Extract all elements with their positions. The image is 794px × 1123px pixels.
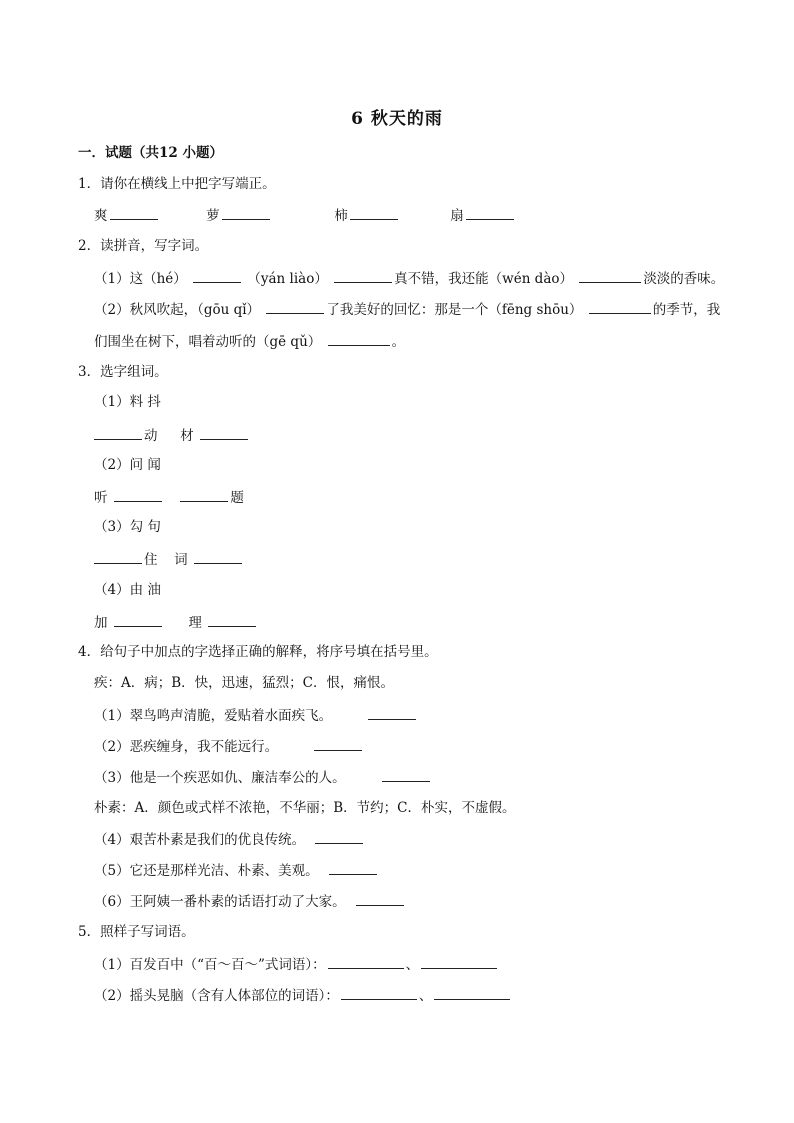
q3-stem: 3．选字组词。 xyxy=(78,364,168,380)
q4-sentence-3: （3）他是一个疾恶如仇、廉洁奉公的人。 xyxy=(94,767,432,787)
q3-g2-blank-1[interactable] xyxy=(114,487,162,502)
q4-sentence-1: （1）翠鸟鸣声清脆，爱贴着水面疾飞。 xyxy=(94,705,418,725)
q4-stem: 4．给句子中加点的字选择正确的解释，将序号填在括号里。 xyxy=(78,644,438,660)
q2-p1-b: （yán liào） xyxy=(247,271,328,287)
q4-blank-5[interactable] xyxy=(329,860,377,875)
page-title: 6 秋天的雨 xyxy=(351,109,443,129)
q3-g2-word-2: 题 xyxy=(230,490,244,506)
q4-sentence-5: （5）它还是那样光洁、朴素、美观。 xyxy=(94,860,379,880)
q3-g2-blank-2[interactable] xyxy=(180,487,228,502)
section-heading: 一．试题（共12 小题） xyxy=(78,145,223,161)
q3-group-4-label: （4）由 油 xyxy=(94,582,161,598)
q2-p3-a: 们围坐在树下，唱着动听的（gē qǔ） xyxy=(94,334,322,350)
q4-blank-1[interactable] xyxy=(368,705,416,720)
q2-line-2 xyxy=(94,299,720,319)
q2-p1-d: 淡淡的香味。 xyxy=(643,271,725,287)
q3-g1-blank-2[interactable] xyxy=(200,425,248,440)
q2-line-3 xyxy=(94,331,405,351)
q1-char-2: 萝 xyxy=(206,208,220,224)
q5-blank-1[interactable] xyxy=(328,954,404,969)
q1-blank-2[interactable] xyxy=(222,205,270,220)
q3-group-3-row xyxy=(94,549,244,569)
q2-blank-4[interactable] xyxy=(266,299,324,314)
q1-char-1: 爽 xyxy=(94,208,108,224)
q3-g3-blank-1[interactable] xyxy=(94,549,142,564)
q5-line-1: （1）百发百中（“百～百～”式词语）： 、 xyxy=(94,954,499,974)
q1-blank-1[interactable] xyxy=(110,205,158,220)
q1-char-3: 柿 xyxy=(334,208,348,224)
q3-g4-word-2: 理 xyxy=(188,615,202,631)
q1-blank-4[interactable] xyxy=(466,205,514,220)
q2-p2-c: 的季节，我 xyxy=(652,302,721,318)
q4-blank-4[interactable] xyxy=(315,829,363,844)
q2-blank-1[interactable] xyxy=(193,268,241,283)
q1-stem: 1．请你在横线上中把字写端正。 xyxy=(78,176,276,192)
q4-blank-2[interactable] xyxy=(314,736,362,751)
q3-group-2-row xyxy=(94,487,244,507)
q2-blank-5[interactable] xyxy=(589,299,651,314)
q2-p2-b: 了我美好的回忆：那是一个（fēng shōu） xyxy=(326,302,583,318)
q5-line-2: （2）摇头晃脑（含有人体部位的词语）： 、 xyxy=(94,985,512,1005)
q5-stem: 5．照样子写词语。 xyxy=(78,924,195,940)
q3-g3-word-2: 词 xyxy=(174,552,188,568)
q3-g1-blank-1[interactable] xyxy=(94,425,142,440)
q3-g2-word-1: 听 xyxy=(94,490,108,506)
q1-blank-3[interactable] xyxy=(350,205,398,220)
q1-char-4: 扇 xyxy=(450,208,464,224)
q3-g3-word-1: 住 xyxy=(144,552,158,568)
q2-blank-3[interactable] xyxy=(579,268,641,283)
q3-group-2-label: （2）问 闻 xyxy=(94,457,161,473)
q2-blank-2[interactable] xyxy=(334,268,392,283)
q4-blank-6[interactable] xyxy=(356,891,404,906)
q2-stem: 2．读拼音，写字词。 xyxy=(78,238,209,254)
q4-sentence-4: （4）艰苦朴素是我们的优良传统。 xyxy=(94,829,365,849)
q5-blank-3[interactable] xyxy=(341,985,417,1000)
q4-sentence-2: （2）恶疾缠身，我不能远行。 xyxy=(94,736,364,756)
q2-line-1 xyxy=(94,268,724,288)
q3-group-1-row xyxy=(94,425,250,445)
q2-p1-c: 真不错，我还能（wén dào） xyxy=(394,271,574,287)
q2-blank-6[interactable] xyxy=(328,331,390,346)
q3-g4-word-1: 加 xyxy=(94,615,108,631)
q4-definition-2: 朴素：A．颜色或式样不浓艳，不华丽；B．节约；C．朴实，不虚假。 xyxy=(94,800,516,816)
q3-g1-word-1: 动 xyxy=(144,428,158,444)
q2-p2-a: （2）秋风吹起，（gōu qǐ） xyxy=(94,302,261,318)
q4-blank-3[interactable] xyxy=(382,767,430,782)
q2-p3-b: 。 xyxy=(391,334,406,350)
q5-blank-2[interactable] xyxy=(421,954,497,969)
q3-g3-blank-2[interactable] xyxy=(194,549,242,564)
q2-p1-a: （1）这（hé） xyxy=(94,271,187,287)
q3-g4-blank-1[interactable] xyxy=(114,612,162,627)
q4-definition-1: 疾：A．病；B．快，迅速，猛烈；C．恨，痛恨。 xyxy=(94,675,394,691)
q3-g1-word-2: 材 xyxy=(180,428,194,444)
q3-group-1-label: （1）料 抖 xyxy=(94,394,161,410)
q3-group-4-row xyxy=(94,612,258,632)
q1-row xyxy=(94,205,516,225)
q3-group-3-label: （3）勾 句 xyxy=(94,519,161,535)
q4-sentence-6: （6）王阿姨一番朴素的话语打动了大家。 xyxy=(94,891,406,911)
q5-blank-4[interactable] xyxy=(434,985,510,1000)
q3-g4-blank-2[interactable] xyxy=(208,612,256,627)
